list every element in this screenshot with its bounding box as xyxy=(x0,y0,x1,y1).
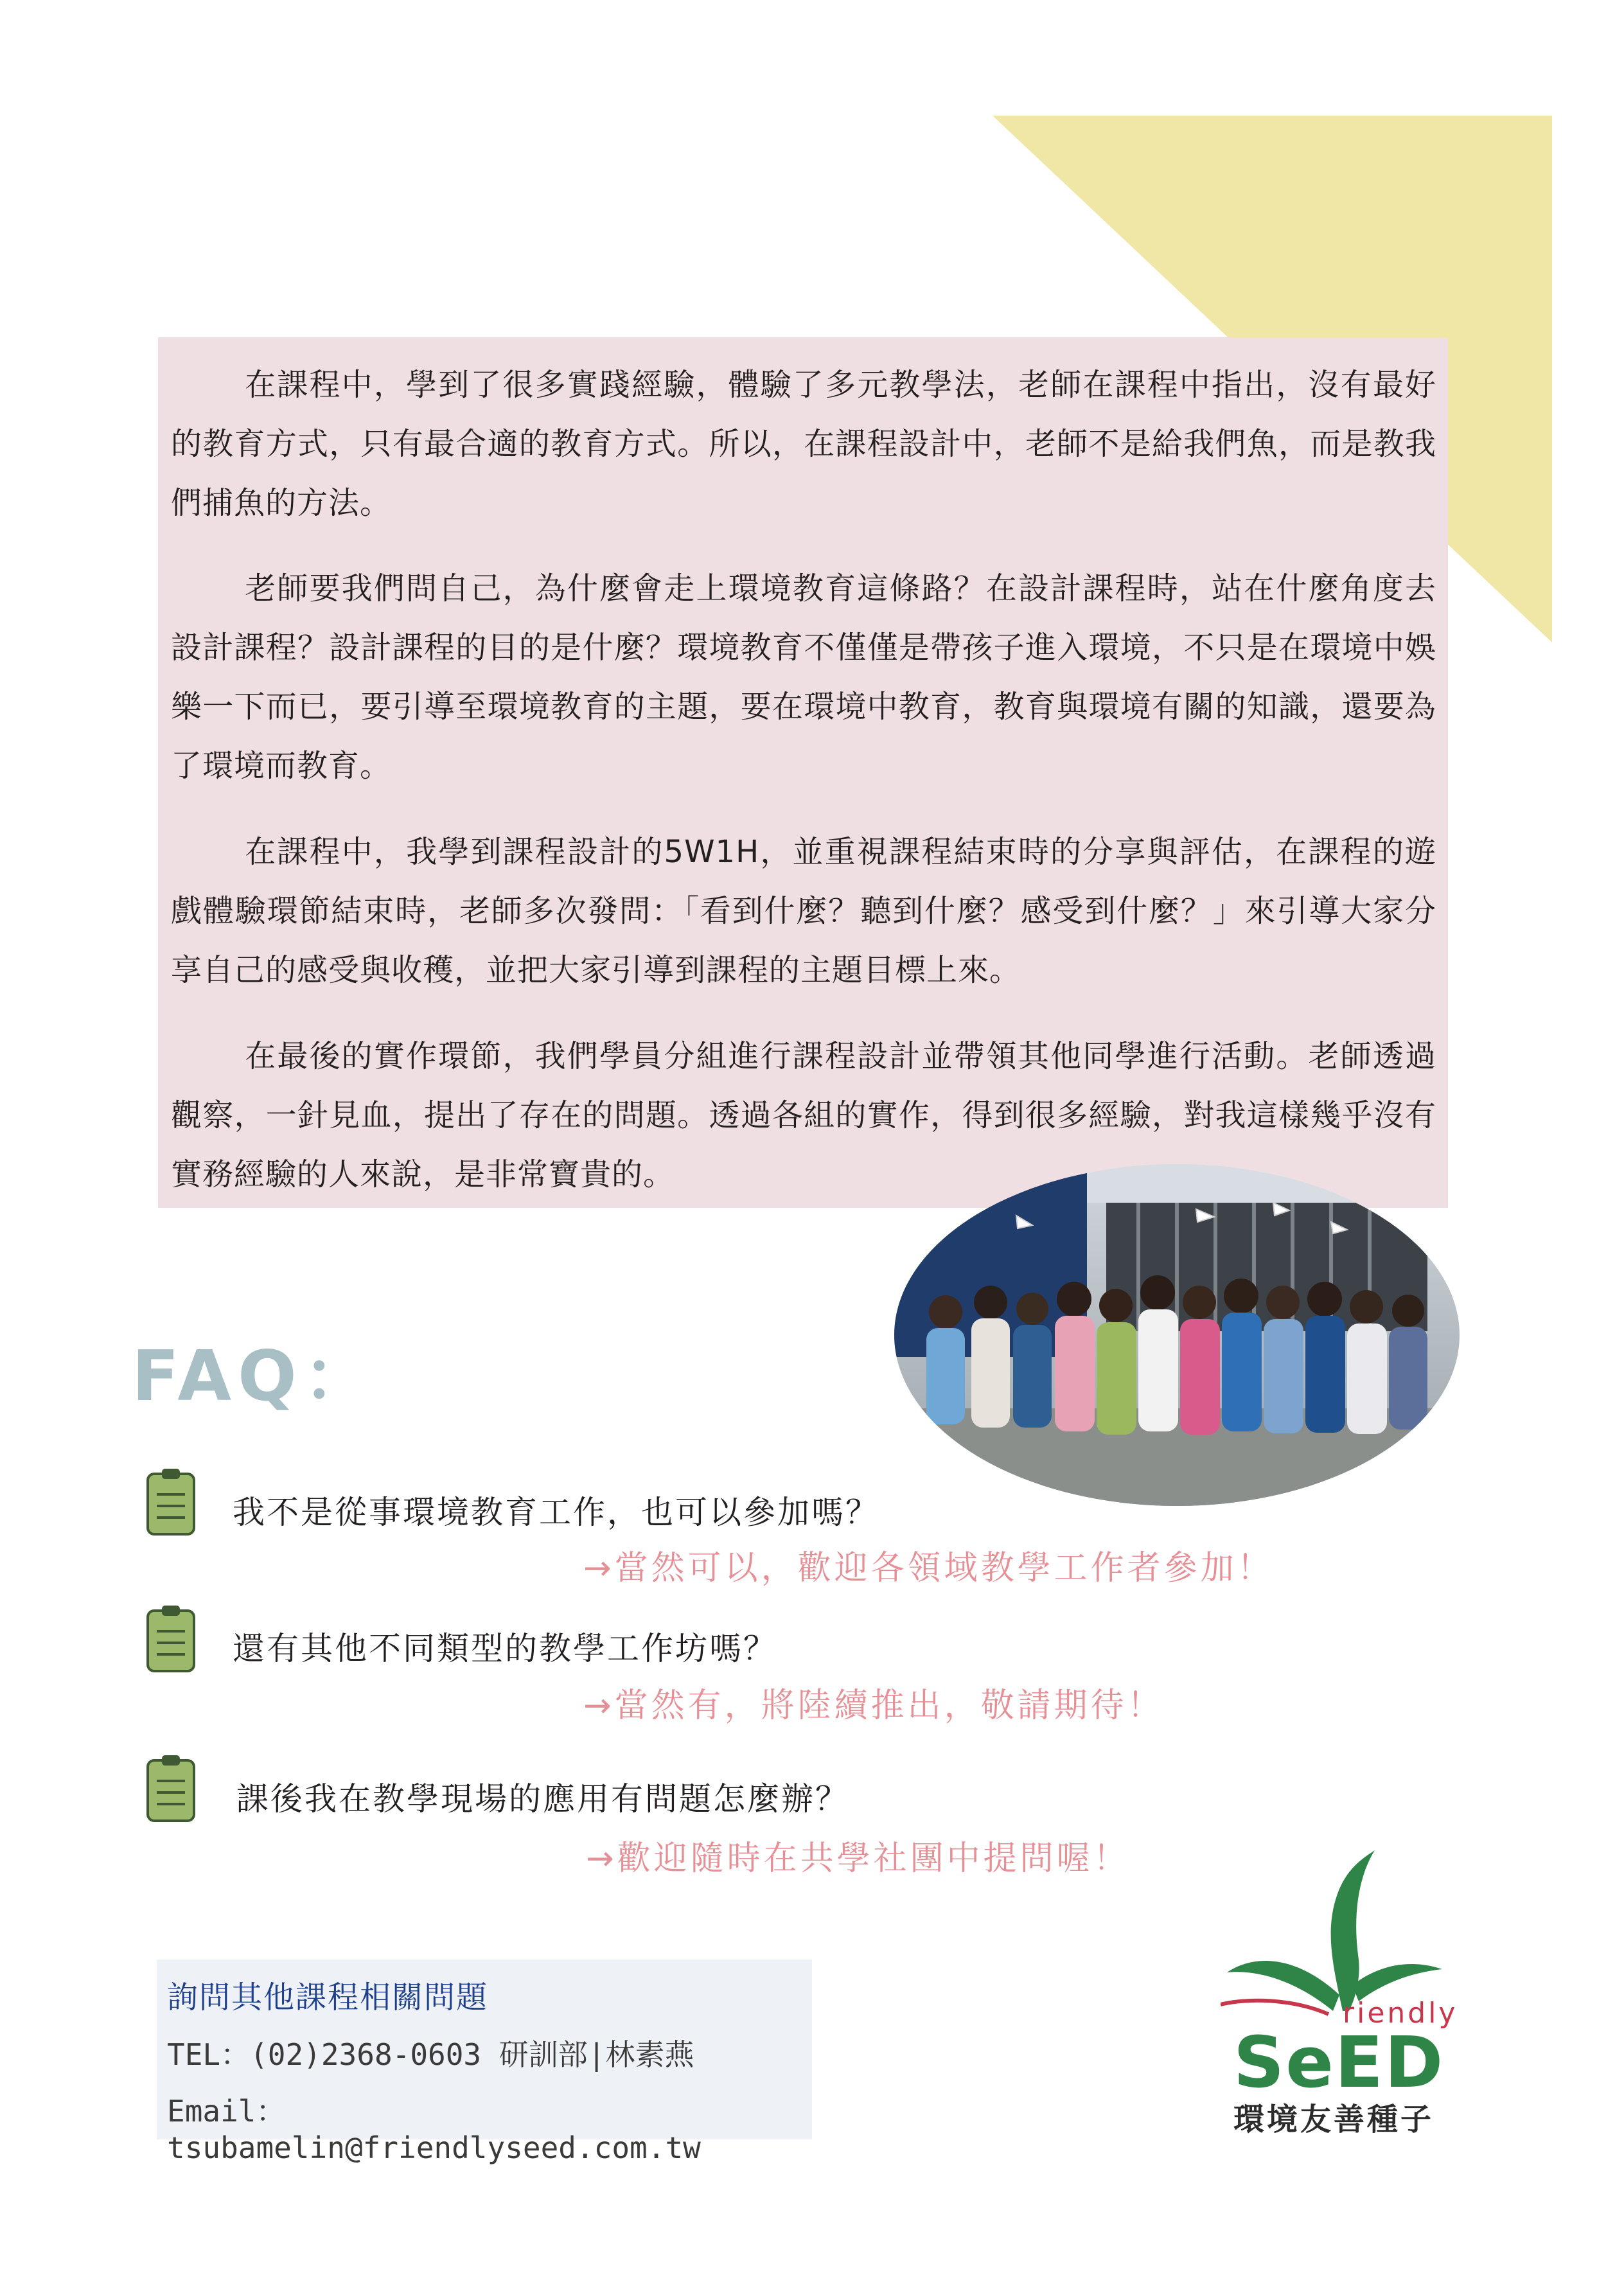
group-photo xyxy=(894,1164,1460,1506)
faq-question-2: 還有其他不同類型的教學工作坊嗎？ xyxy=(233,1630,777,1667)
article-paragraph-4: 在最後的實作環節，我們學員分組進行課程設計並帶領其他同學進行活動。老師透過觀察，一針見血，提出了存在的問題。透過各組的實作，得到很多經驗，對我這樣幾乎沒有實務經驗的人來說，是非常寶貴的。 xyxy=(171,1038,1436,1192)
contact-email[interactable]: Email：tsubamelin@friendlyseed.com.tw xyxy=(167,2094,701,2165)
contact-tel: TEL：(02)2368-0603 研訓部|林素燕 xyxy=(167,2037,694,2072)
faq-answer-2: →當然有，將陸續推出，敬請期待！ xyxy=(583,1686,1164,1725)
logo-friendly-text: riendly xyxy=(1343,1997,1458,2030)
faq-question-3: 課後我在教學現場的應用有問題怎麼辦？ xyxy=(236,1780,849,1818)
friendly-seed-logo xyxy=(1221,1850,1465,2138)
clipboard-icon xyxy=(145,1603,197,1674)
article-paragraph-2: 老師要我們問自己，為什麼會走上環境教育這條路？在設計課程時，站在什麼角度去設計課程？設計課程的目的是什麼？環境教育不僅僅是帶孩子進入環境，不只是在環境中娛樂一下而已，要引導至環境教育的主題，要在環境中教育，教育與環境有關的知識，還要為了環境而教育。 xyxy=(171,571,1436,784)
contact-title: 詢問其他課程相關問題 xyxy=(167,1979,489,2015)
faq-title: FAQ： xyxy=(132,1336,379,1417)
logo-seed-text: SeED xyxy=(1233,2021,1445,2103)
sprout-icon xyxy=(1221,1850,1465,2017)
article-paragraph-1: 在課程中，學到了很多實踐經驗，體驗了多元教學法，老師在課程中指出，沒有最好的教育方式，只有最合適的教育方式。所以，在課程設計中，老師不是給我們魚，而是教我們捕魚的方法。 xyxy=(171,367,1436,521)
faq-question-1: 我不是從事環境教育工作，也可以參加嗎？ xyxy=(233,1494,879,1531)
contact-box xyxy=(157,1960,812,2165)
article-box xyxy=(158,337,1448,1208)
article-paragraph-3: 在課程中，我學到課程設計的5W1H，並重視課程結束時的分享與評估，在課程的遊戲體驗環節結束時，老師多次發問：「看到什麼？聽到什麼？感受到什麼？」來引導大家分享自己的感受與收穫，並把大家引導到課程的主題目標上來。 xyxy=(171,834,1436,988)
logo-name: 環境友善種子 xyxy=(1233,2102,1434,2138)
clipboard-icon xyxy=(145,1753,197,1823)
clipboard-icon xyxy=(145,1466,197,1537)
faq-answer-1: →當然可以，歡迎各領域教學工作者參加！ xyxy=(583,1549,1274,1588)
faq-answer-3: →歡迎隨時在共學社團中提問喔！ xyxy=(586,1839,1130,1878)
